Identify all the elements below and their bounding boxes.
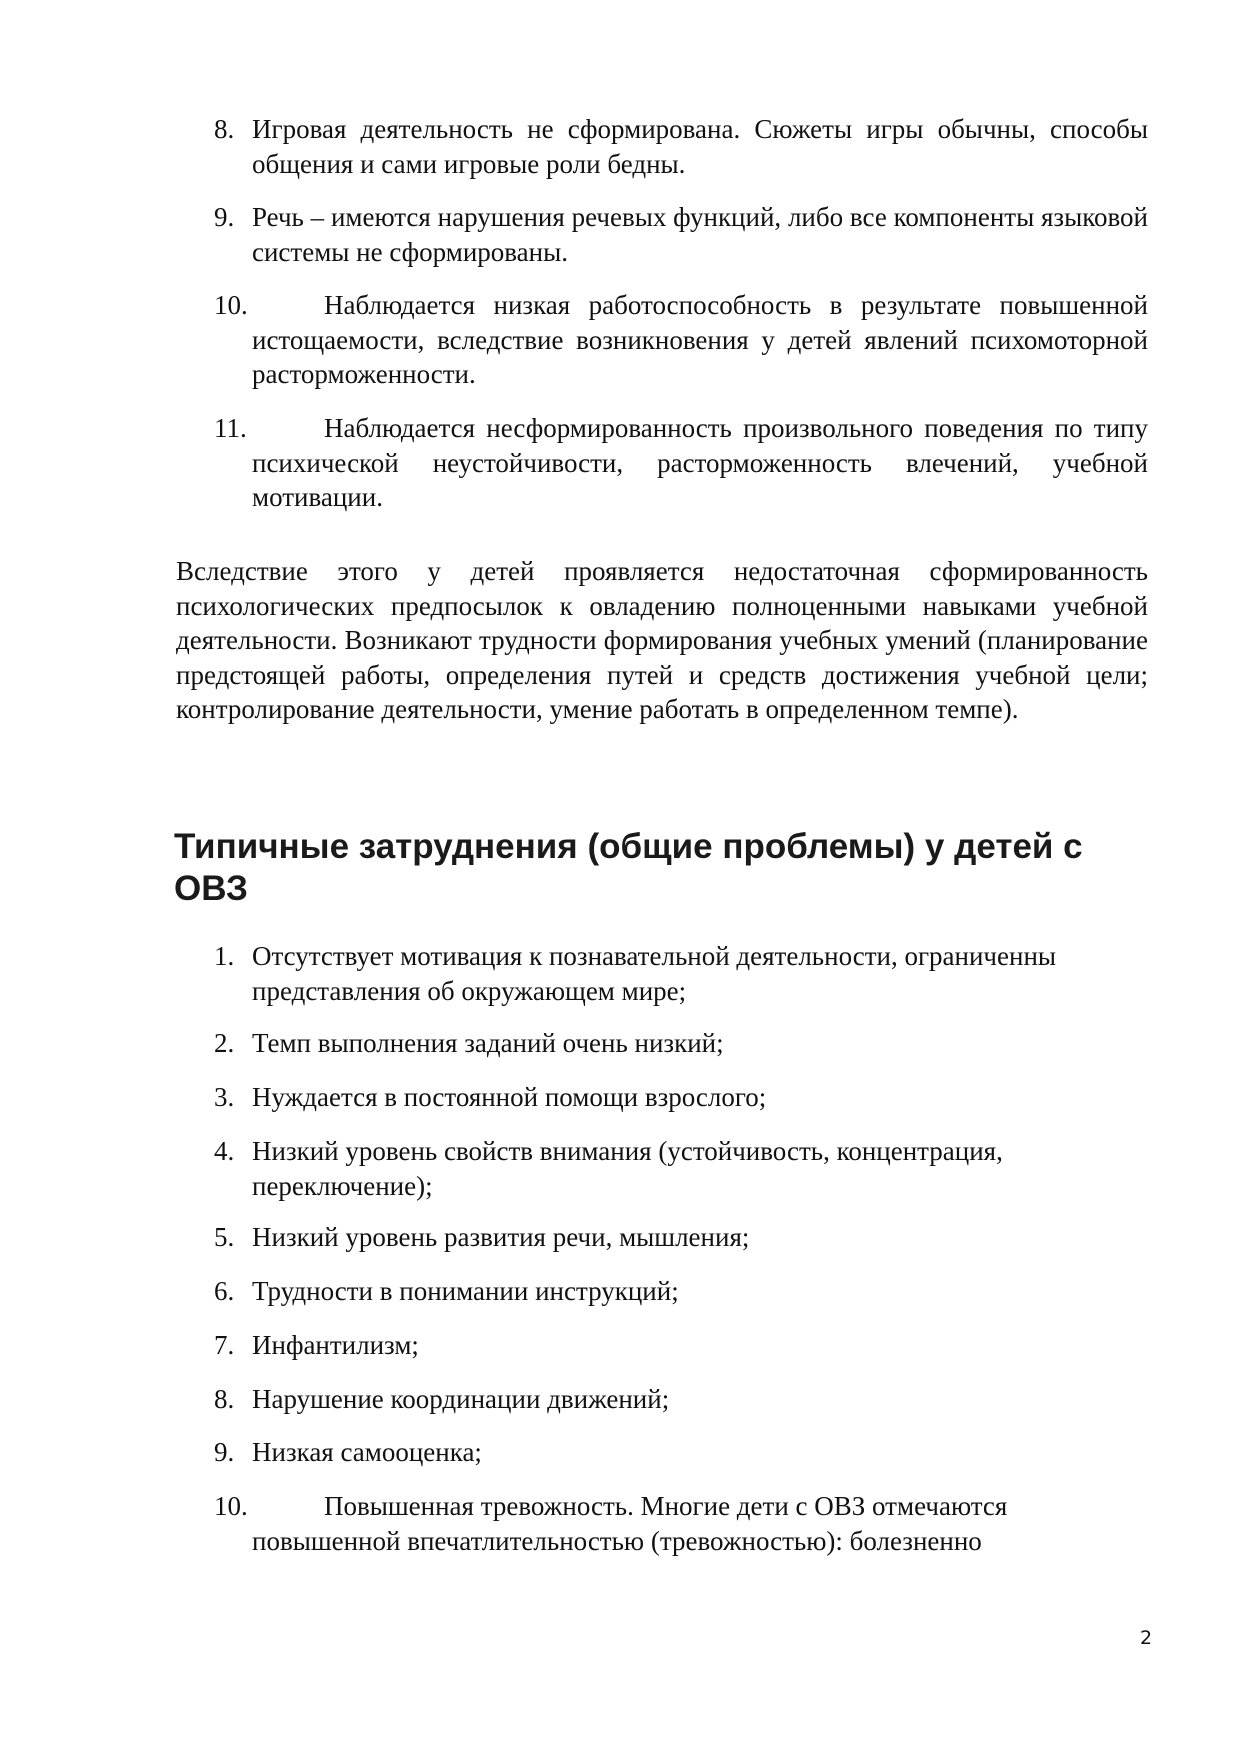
list-text: Повышенная тревожность. Многие дети с ОВЗ отмечаются повышенной впечатлительностью (тревожностью): болезненно xyxy=(252,1491,1008,1556)
list-number: 10. xyxy=(214,1491,248,1521)
list-text: Нуждается в постоянной помощи взрослого; xyxy=(252,1082,767,1112)
list-item xyxy=(214,1328,1148,1363)
list-item xyxy=(214,200,1148,269)
list-item xyxy=(214,1134,1148,1203)
list-number: 8. xyxy=(214,114,235,144)
list-number: 2. xyxy=(214,1028,235,1058)
list-number: 9. xyxy=(214,202,235,232)
list-number: 10. xyxy=(214,290,248,320)
list-text: Темп выполнения заданий очень низкий; xyxy=(252,1028,724,1058)
list-number: 11. xyxy=(214,413,247,443)
list-number: 9. xyxy=(214,1437,235,1467)
section-heading: Типичные затруднения (общие проблемы) у детей с ОВЗ xyxy=(174,827,1083,908)
list-text: Речь – имеются нарушения речевых функций, либо все компоненты языковой системы не сформированы. xyxy=(252,202,1148,267)
body-paragraph: Вследствие этого у детей проявляется недостаточная сформированность психологических предпосылок к овладению полноценными навыками учебной деятельности. Возникают трудности формирования учебных умений (планирование предстоящей работы, определения путей и средств достижения учебной цели; контролирование деятельности, умение работать в определенном темпе). xyxy=(176,556,1148,725)
list-item xyxy=(214,1489,1148,1558)
list-text: Отсутствует мотивация к познавательной деятельности, ограниченны представления об окружающем мире; xyxy=(252,941,1057,1006)
list-text: Низкая самооценка; xyxy=(252,1437,482,1467)
list-number: 7. xyxy=(214,1330,235,1360)
list-text: Низкий уровень свойств внимания (устойчивость, концентрация, переключение); xyxy=(252,1136,1003,1201)
list-number: 8. xyxy=(214,1384,235,1414)
list-number: 6. xyxy=(214,1276,235,1306)
list-text: Игровая деятельность не сформирована. Сюжеты игры обычны, способы общения и сами игровые роли бедны. xyxy=(252,114,1148,179)
list-item xyxy=(214,1220,1148,1255)
list-item xyxy=(214,1382,1148,1417)
list-item xyxy=(214,1274,1148,1309)
list-item xyxy=(214,939,1148,1008)
list-item xyxy=(214,1080,1148,1115)
list-number: 4. xyxy=(214,1136,235,1166)
list-text: Наблюдается несформированность произвольного поведения по типу психической неустойчивости, расторможенность влечений, учебной мотивации. xyxy=(252,413,1148,513)
list-text: Нарушение координации движений; xyxy=(252,1384,670,1414)
list-text: Трудности в понимании инструкций; xyxy=(252,1276,679,1306)
list-item xyxy=(214,112,1148,181)
list-text: Наблюдается низкая работоспособность в результате повышенной истощаемости, вследствие возникновения у детей явлений психомоторной расторможенности. xyxy=(252,290,1148,390)
list-number: 3. xyxy=(214,1082,235,1112)
page-number: 2 xyxy=(1140,1627,1153,1649)
list-text: Низкий уровень развития речи, мышления; xyxy=(252,1222,750,1252)
list-item xyxy=(214,1435,1148,1470)
list-number: 1. xyxy=(214,941,235,971)
list-number: 5. xyxy=(214,1222,235,1252)
list-item xyxy=(214,288,1148,392)
list-item xyxy=(214,1026,1148,1061)
list-text: Инфантилизм; xyxy=(252,1330,419,1360)
list-item xyxy=(214,411,1148,515)
